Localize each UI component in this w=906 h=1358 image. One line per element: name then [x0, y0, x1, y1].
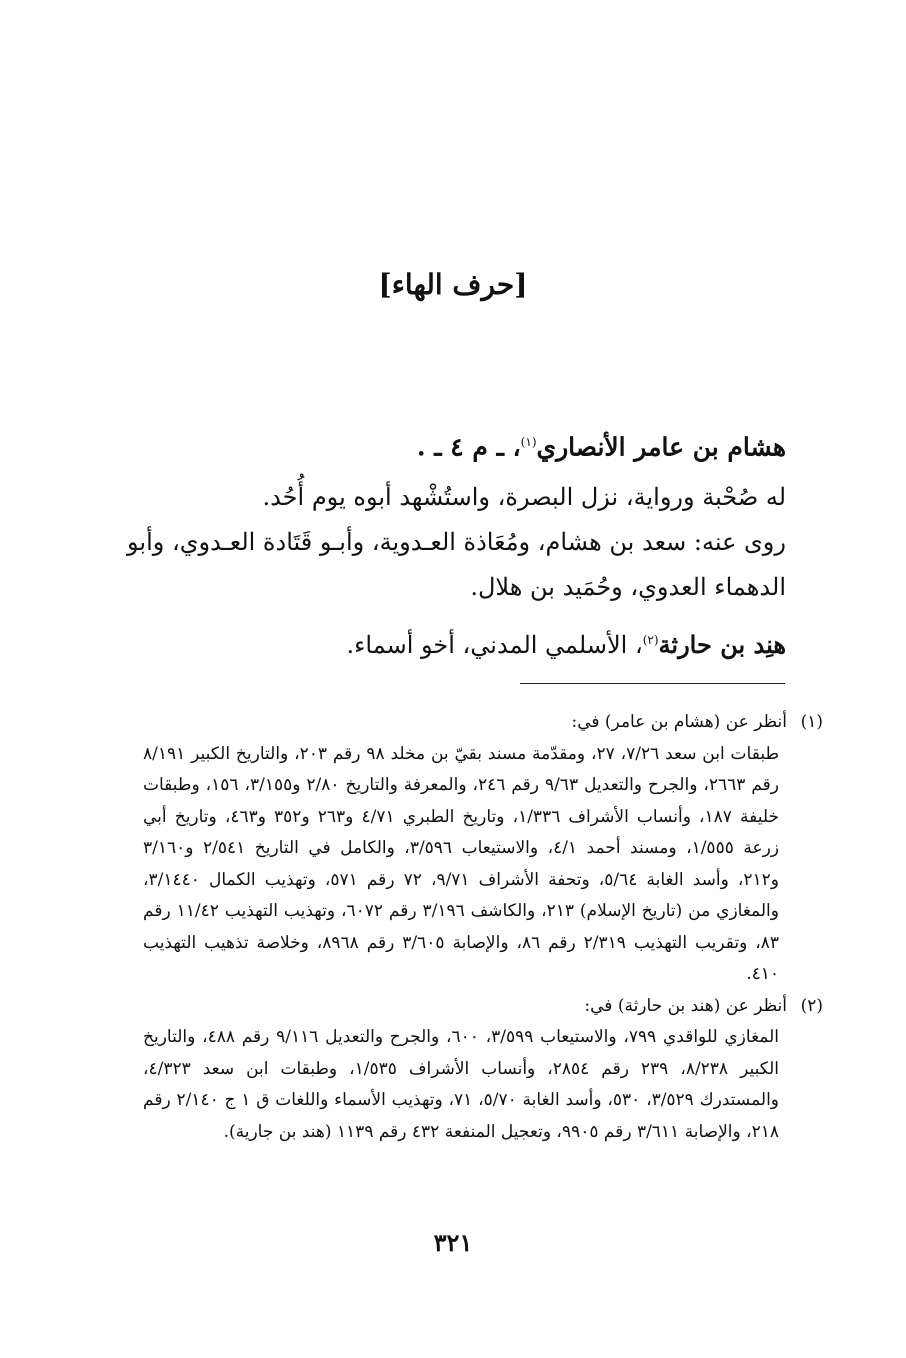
footnote-number: (٢) [800, 995, 823, 1016]
section-heading: [حرف الهاء] [378, 268, 528, 301]
entry-line: له صُحْبة ورواية، نزل البصرة، واستُشْهد أبوه يوم أُحُد. [262, 483, 786, 512]
entry-name: هنِد بن حارثة [658, 630, 786, 659]
footnote-body: طبقات ابن سعد ٧/٢٦، ٢٧، ومقدّمة مسند بقيّ بن مخلد ٩٨ رقم ٢٠٣، والتاريخ الكبير ٨/١٩١ رقم ٢٦٦٣، والجرح والتعديل ٩/٦٣ رقم ٢٤٦، والمعرفة والتاريخ ٢/٨٠ و٣/١٥٥، ١٥٦، وطبقات خليفة ١٨٧، وأنساب الأشراف ١/٣٣٦، وتاريخ الطبري ٤/٧١ و٢٦٣ و٣٥٢ و٤٦٣، وتاريخ أبي زرعة ١/٥٥٥، ومسند أحمد ٤/١، والاستيعاب ٣/٥٩٦، والكامل في التاريخ ٢/٥٤١ و٣/١٦٠ و٢١٢، وأسد الغابة ٥/٦٤، وتحفة الأشراف ٩/٧١، ٧٢ رقم ٥٧١، وتهذيب الكمال ٣/١٤٤٠، والمغازي من (تاريخ الإسلام) ٢١٣، والكاشف ٣/١٩٦ رقم ٦٠٧٢، وتهذيب التهذيب ١١/٤٢ رقم ٨٣، وتقريب التهذيب ٢/٣١٩ رقم ٨٦، والإصابة ٣/٦٠٥ رقم ٨٩٦٨، وخلاصة تذهيب التهذيب ٤١٠. [143, 743, 780, 984]
footnote-mark[interactable]: (٢) [642, 633, 659, 647]
footnotes [143, 707, 823, 1148]
entry-tag: ، ـ م ٤ ـ . [416, 432, 521, 462]
footnote-lead: أنظر عن (هند بن حارثة) في: [584, 995, 787, 1016]
footnote-lead: أنظر عن (هشام بن عامر) في: [571, 712, 787, 732]
entry-line: روى عنه: سعد بن هشام، ومُعَاذة العـدوية، وأبـو قَتَادة العـدوي، وأبو [127, 528, 786, 557]
entry-name: هشام بن عامر الأنصاري [536, 432, 786, 462]
page-number: ٣٢١ [433, 1228, 473, 1257]
footnote-mark[interactable]: (١) [520, 435, 537, 449]
footnote-number: (١) [800, 712, 823, 732]
footnote-body: المغازي للواقدي ٧٩٩، والاستيعاب ٣/٥٩٩، ٦٠٠، والجرح والتعديل ٩/١١٦ رقم ٤٨٨، والتاريخ الكبير ٨/٢٣٨، ٢٣٩ رقم ٢٨٥٤، وأنساب الأشراف ١/٥٣٥، وطبقات ابن سعد ٤/٣٢٣، والمستدرك ٣/٥٢٩، ٥٣٠، وأسد الغابة ٥/٧٠، ٧١، وتهذيب الأسماء واللغات ق ١ ج ٢/١٤٠ رقم ٢١٨، والإصابة ٣/٦١١ رقم ٩٩٠٥، وتعجيل المنفعة ٤٣٢ رقم ١١٣٩ (هند بن جارية). [143, 1027, 780, 1142]
entry-hisham [66, 420, 786, 610]
entry-line: الدهماء العدوي، وحُمَيد بن هلال. [470, 573, 786, 602]
footnote-2 [143, 991, 823, 1149]
entry-title [66, 420, 786, 469]
entry-hind [66, 618, 786, 668]
footnote-divider [520, 683, 785, 684]
entry-tag: ، الأسلمي المدني، أخو أسماء. [346, 631, 643, 659]
footnote-1 [143, 707, 823, 991]
